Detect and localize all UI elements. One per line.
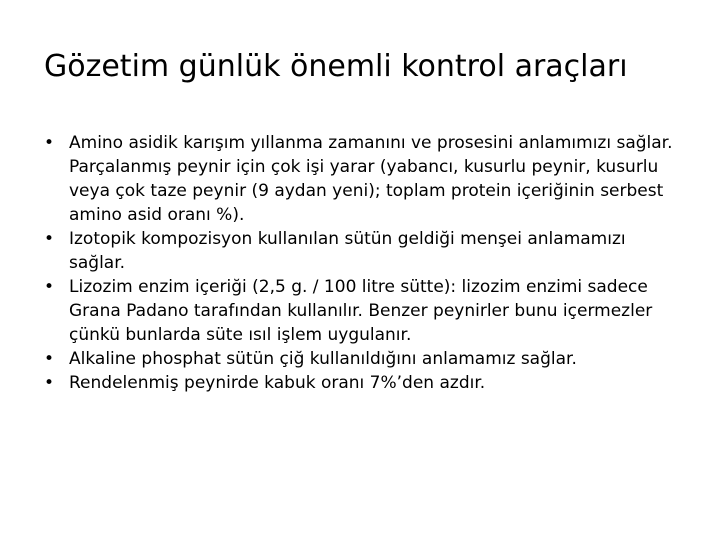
list-item bbox=[44, 131, 684, 227]
bullet-text: Amino asidik karışım yıllanma zamanını ve prosesini anlamımızı sağlar. Parçalanmış peynir için çok işi yarar (yabancı, kusurlu peynir, kusurlu veya çok taze peynir (9 aydan yeni); toplam protein içeriğinin serbest amino asid oranı %). bbox=[69, 133, 673, 225]
bullet-icon: • bbox=[44, 229, 55, 249]
bullet-text: Izotopik kompozisyon kullanılan sütün geldiği menşei anlamamızı sağlar. bbox=[69, 229, 626, 273]
list-item bbox=[44, 275, 684, 347]
bullet-icon: • bbox=[44, 133, 55, 153]
bullet-icon: • bbox=[44, 277, 55, 297]
bullet-icon: • bbox=[44, 349, 55, 369]
bullet-icon: • bbox=[44, 373, 55, 393]
bullet-text: Lizozim enzim içeriği (2,5 g. / 100 litre sütte): lizozim enzimi sadece Grana Padano tarafından kullanılır. Benzer peynirler bunu içermezler çünkü bunlarda süte ısıl işlem uygulanır. bbox=[69, 277, 653, 345]
bullet-list bbox=[44, 131, 684, 395]
list-item bbox=[44, 227, 684, 275]
slide-title: Gözetim günlük önemli kontrol araçları bbox=[44, 49, 628, 84]
bullet-text: Rendelenmiş peynirde kabuk oranı 7%’den azdır. bbox=[69, 373, 486, 393]
list-item bbox=[44, 371, 684, 395]
bullet-text: Alkaline phosphat sütün çiğ kullanıldığını anlamamız sağlar. bbox=[69, 349, 577, 369]
list-item bbox=[44, 347, 684, 371]
